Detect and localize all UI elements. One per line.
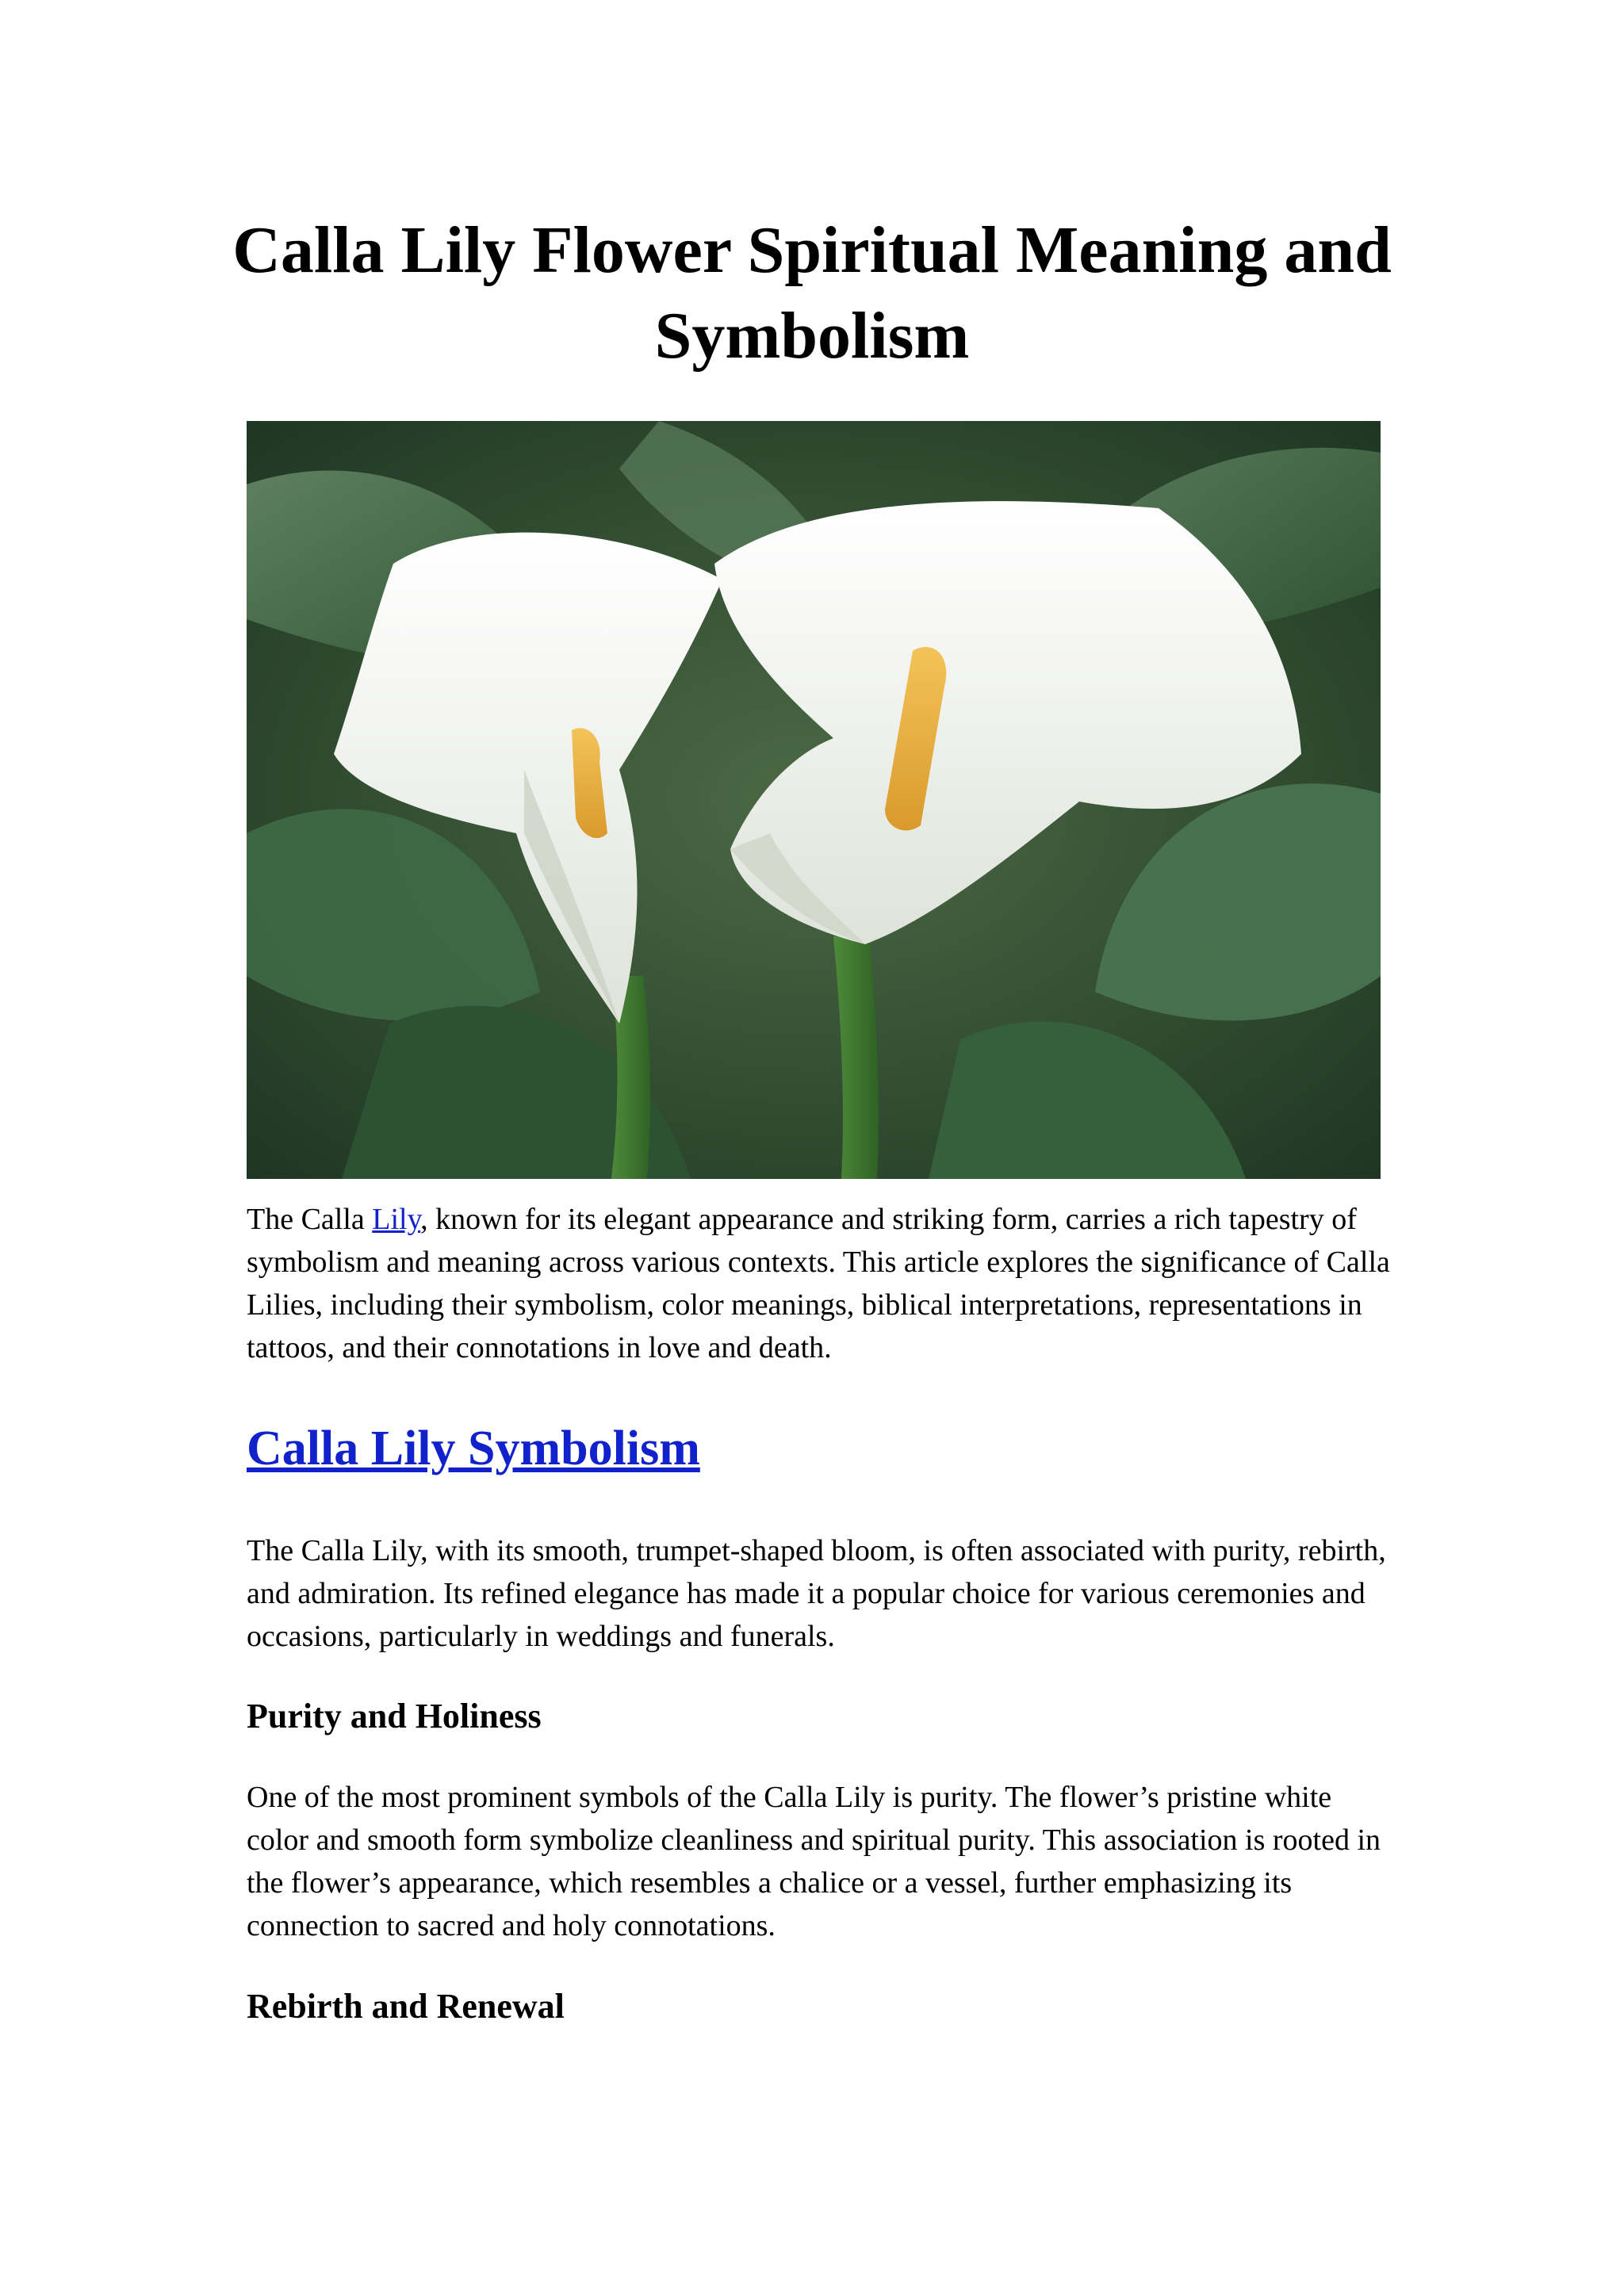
section-heading-link[interactable]: Calla Lily Symbolism bbox=[247, 1422, 700, 1475]
purity-heading: Purity and Holiness bbox=[247, 1697, 542, 1735]
intro-paragraph: The Calla Lily, known for its elegant appearance and striking form, carries a rich tapestry of symbolism and meaning across various contexts. This article explores the significance of Calla Lilies, including their symbolism, color meanings, biblical interpretations, representations in tattoos, and their connotations in love and death. bbox=[247, 1203, 1390, 1364]
calla-lily-photo bbox=[247, 421, 1381, 1179]
page-title: Calla Lily Flower Spiritual Meaning and Symbolism bbox=[232, 213, 1392, 373]
rebirth-heading: Rebirth and Renewal bbox=[247, 1987, 565, 2026]
symbolism-paragraph: The Calla Lily, with its smooth, trumpet-shaped bloom, is often associated with purity, rebirth, and admiration. Its refined elegance has made it a popular choice for various ceremonies and occasions, particularly in weddings and funerals. bbox=[247, 1534, 1386, 1653]
purity-paragraph: One of the most prominent symbols of the Calla Lily is purity. The flower’s pristine white color and smooth form symbolize cleanliness and spiritual purity. This association is rooted in the flower’s appearance, which resembles a chalice or a vessel, further emphasizing its connection to sacred and holy connotations. bbox=[247, 1781, 1381, 1942]
calla-lily-illustration bbox=[247, 421, 1381, 1179]
lily-link[interactable]: Lily bbox=[372, 1203, 421, 1236]
